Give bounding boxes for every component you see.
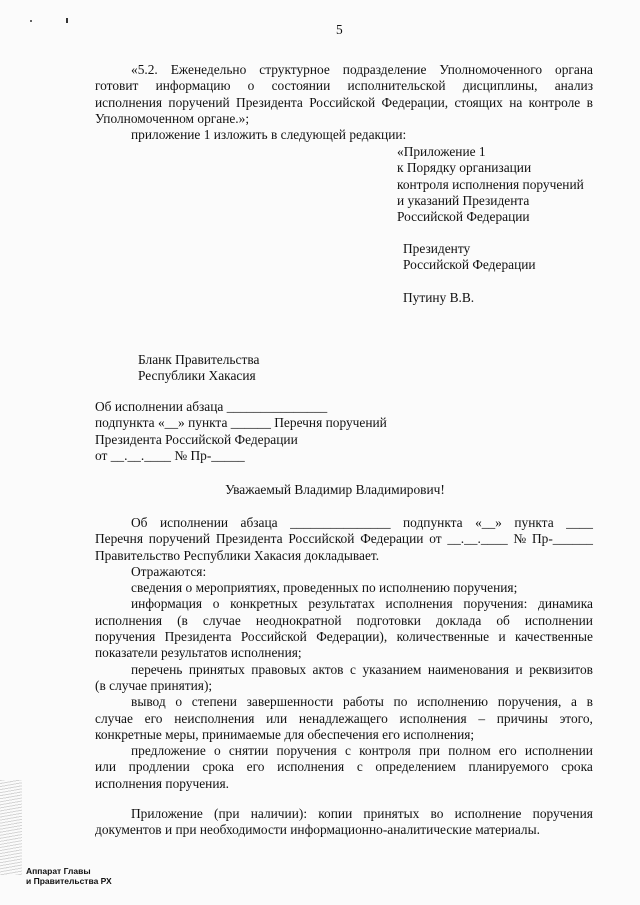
text-line: Российской Федерации: [397, 209, 530, 225]
text-line: Приложение (при наличии): копии принятых во исполнение поручения: [131, 806, 593, 821]
text-line: Уполномоченном органе.»;: [95, 110, 250, 126]
text-line: к Порядку организации: [397, 160, 532, 176]
text-line: Президенту: [403, 241, 471, 256]
text-line: или продлении срока его исполнения с определением планируемого срока: [95, 759, 593, 775]
text-line: Президента Российской Федерации: [95, 431, 298, 447]
text-line: поручения Президента Российской Федерации), количественные и качественные: [95, 629, 593, 645]
salutation: Уважаемый Владимир Владимирович!: [225, 482, 445, 497]
text-line: Об исполнении абзаца _______________ подпункта «__» пункта ____: [131, 515, 593, 530]
text-line: случае его неисполнения или ненадлежащего исполнения – причины этого,: [95, 710, 593, 726]
text-line: предложение о снятии поручения с контроля при полном его исполнении: [131, 743, 593, 759]
text-line: Перечня поручений Президента Российской Федерации от __.__.____ № Пр-______: [95, 531, 593, 547]
addressee: [403, 241, 536, 274]
footer-stamp: [26, 866, 112, 886]
text-line: «Приложение 1: [397, 144, 486, 159]
text-line: сведения о мероприятиях, проведенных по исполнению поручения;: [131, 580, 518, 596]
text-line: документов и при необходимости информационно-аналитические материалы.: [95, 822, 540, 838]
text-line: исполнения поручения.: [95, 775, 230, 791]
text-line: информация о конкретных результатах исполнения поручения: динамика: [131, 596, 593, 612]
text-line: и указаний Президента: [397, 192, 530, 208]
page-number: 5: [336, 22, 343, 37]
appendix-intro: приложение 1 изложить в следующей редакции:: [131, 127, 407, 143]
text-line: показатели результатов исполнения;: [95, 645, 302, 661]
letterhead: [138, 352, 259, 385]
attachment-note: [95, 806, 593, 839]
report-body: [95, 515, 593, 792]
scan-speck: [30, 20, 32, 22]
text-line: контроля исполнения поручений: [397, 176, 584, 192]
text-line: Отражаются:: [131, 563, 207, 579]
text-line: готовит информацию о состоянии исполнительской дисциплины, анализ: [95, 78, 593, 94]
subject-block: [95, 399, 387, 464]
text-line: Республики Хакасия: [138, 368, 256, 384]
text-line: «5.2. Еженедельно структурное подразделение Уполномоченного органа: [131, 62, 593, 77]
text-line: Российской Федерации: [403, 257, 536, 273]
addressee-name: Путину В.В.: [403, 290, 475, 305]
text-line: конкретные меры, принимаемые для обеспечения его исполнения;: [95, 726, 475, 742]
appendix-heading: [397, 144, 584, 225]
text-line: и Правительства РХ: [26, 876, 112, 886]
section-5-2: [95, 62, 593, 143]
scan-edge-noise: [0, 780, 22, 875]
text-line: вывод о степени завершенности работы по исполнению поручения, а в: [131, 694, 593, 710]
text-line: исполнения (в случае неоднократной подготовки доклада об исполнении: [95, 612, 593, 628]
text-line: исполнения поручений Президента Российской Федерации, стоящих на контроле в: [95, 94, 593, 110]
text-line: (в случае принятия);: [95, 677, 213, 693]
text-line: подпункта «__» пункта ______ Перечня поручений: [95, 415, 387, 431]
text-line: Бланк Правительства: [138, 352, 260, 367]
text-line: перечень принятых правовых актов с указанием наименования и реквизитов: [131, 661, 593, 677]
text-line: от __.__.____ № Пр-_____: [95, 447, 245, 463]
text-line: Об исполнении абзаца _______________: [95, 399, 328, 414]
scan-speck: [66, 18, 68, 23]
text-line: Правительство Республики Хакасия докладывает.: [95, 547, 380, 563]
text-line: Аппарат Главы: [26, 866, 91, 876]
